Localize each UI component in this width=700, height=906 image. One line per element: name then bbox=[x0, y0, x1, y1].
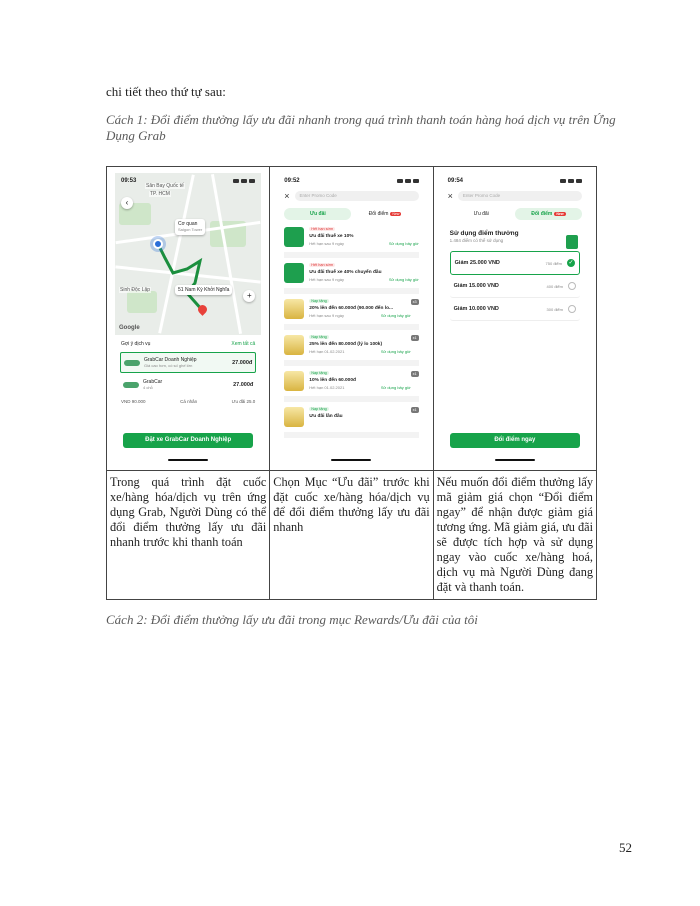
caption-2: Chọn Mục “Ưu đãi” trước khi đặt cuốc xe/hàng hóa/dịch vụ để đổi điểm thưởng lấy ưu đãi nhanh bbox=[270, 471, 433, 600]
tab-offers[interactable]: Ưu đãi bbox=[473, 211, 489, 217]
phone3-screenshot bbox=[442, 173, 588, 464]
ride-price: 27.000đ bbox=[232, 359, 253, 366]
offer-thumbnail bbox=[284, 299, 304, 319]
tab-redeem-points[interactable] bbox=[515, 208, 582, 220]
option-amount: Giảm 15.000 VND bbox=[453, 283, 499, 289]
gift-icon bbox=[566, 235, 578, 249]
ride-option-business[interactable] bbox=[120, 352, 256, 373]
promo-search-input[interactable]: Enter Promo Code bbox=[295, 191, 419, 201]
option-points: 300 điểm bbox=[546, 306, 563, 312]
redeem-now-button[interactable]: Đổi điểm ngay bbox=[450, 433, 580, 448]
sheet-title: Gợi ý dịch vụ bbox=[121, 341, 151, 347]
origin-pin-icon bbox=[153, 239, 163, 249]
option-points: 750 điểm bbox=[545, 260, 562, 266]
offer-quantity: x1 bbox=[412, 372, 417, 376]
book-ride-button[interactable]: Đặt xe GrabCar Doanh Nghiệp bbox=[123, 433, 253, 448]
home-indicator bbox=[168, 459, 208, 461]
signal-battery-icon bbox=[560, 179, 582, 183]
ride-price: 27.000đ bbox=[233, 381, 254, 388]
offer-title: 10% lên đến 60.000đ bbox=[309, 378, 356, 383]
offer-tag: Nạp tặng bbox=[311, 335, 327, 339]
option-points: 400 điểm bbox=[546, 283, 563, 289]
status-time: 09:54 bbox=[447, 178, 463, 184]
home-indicator bbox=[495, 459, 535, 461]
offer-expiry: Hết hạn sau 9 ngày bbox=[309, 313, 344, 318]
tab-offers[interactable]: Ưu đãi bbox=[284, 208, 351, 220]
radio-checked-icon[interactable]: ✓ bbox=[568, 260, 574, 266]
offer-tag: Hết hạn sớm bbox=[311, 227, 334, 231]
offer-expiry: Hết hạn 01.02.2021 bbox=[309, 385, 345, 390]
screenshots-table bbox=[106, 166, 597, 600]
offer-item[interactable] bbox=[284, 330, 418, 366]
phone1-screenshot bbox=[115, 173, 261, 464]
tab-label: Đổi điểm bbox=[531, 211, 553, 217]
points-balance: 1.484 điểm có thể sử dụng bbox=[449, 238, 504, 243]
home-indicator bbox=[331, 459, 371, 461]
origin-sub: Saigon Tower bbox=[178, 227, 203, 232]
method1-heading: Cách 1: Đổi điểm thưởng lấy ưu đãi nhanh trong quá trình thanh toán hàng hoá dịch vụ trên Ứng Dụng Grab bbox=[106, 112, 616, 143]
offer-thumbnail bbox=[284, 263, 304, 283]
promo-search-input[interactable]: Enter Promo Code bbox=[458, 191, 582, 201]
payment-row[interactable] bbox=[115, 396, 261, 407]
offer-title: Ưu đãi lần đầu bbox=[309, 414, 343, 419]
offer-thumbnail bbox=[284, 371, 304, 391]
offer-title: 25% lên đến 80.000đ (lý lo 100k) bbox=[309, 342, 383, 347]
offer-item[interactable] bbox=[284, 258, 418, 294]
use-now-link[interactable]: Sử dụng bây giờ bbox=[388, 241, 419, 246]
payment-profile[interactable]: Cá nhân bbox=[180, 399, 198, 404]
add-stop-button[interactable]: + bbox=[243, 290, 255, 302]
service-sheet bbox=[115, 335, 261, 464]
points-option-10000[interactable] bbox=[450, 298, 580, 321]
radio-icon[interactable] bbox=[568, 305, 576, 313]
route-line bbox=[115, 173, 261, 335]
intro-text: chi tiết theo thứ tự sau: bbox=[106, 84, 226, 99]
offer-title: 20% lên đến 60.000đ (90.000 đến lo... bbox=[309, 306, 393, 311]
offer-item[interactable] bbox=[284, 402, 418, 438]
status-time: 09:52 bbox=[284, 178, 300, 184]
tab-label: Đổi điểm bbox=[368, 211, 389, 217]
radio-icon[interactable] bbox=[568, 282, 576, 290]
close-icon[interactable]: × bbox=[447, 191, 453, 201]
status-bar bbox=[442, 173, 588, 189]
map-view bbox=[115, 173, 261, 335]
use-now-link[interactable]: Sử dụng bây giờ bbox=[380, 385, 411, 390]
payment-promo[interactable]: Ưu đãi 25.0 bbox=[231, 399, 256, 404]
status-time: 09:53 bbox=[121, 178, 137, 184]
offer-quantity: x1 bbox=[412, 336, 417, 340]
offer-thumbnail bbox=[284, 227, 304, 247]
use-now-link[interactable]: Sử dụng bây giờ bbox=[388, 277, 419, 282]
signal-battery-icon bbox=[397, 179, 419, 183]
offer-list bbox=[278, 222, 424, 438]
offer-tag: Hết hạn sớm bbox=[311, 263, 334, 267]
points-option-15000[interactable] bbox=[450, 275, 580, 298]
offer-expiry: Hết hạn sau 9 ngày bbox=[309, 277, 344, 282]
view-all-link[interactable]: Xem tất cả bbox=[231, 341, 256, 347]
ride-option-grabcar[interactable] bbox=[120, 375, 256, 394]
new-badge: New bbox=[556, 211, 564, 216]
destination-chip[interactable]: 51 Nam Kỳ Khởi Nghĩa bbox=[175, 285, 232, 295]
method2-heading: Cách 2: Đổi điểm thưởng lấy ưu đãi trong mục Rewards/Ưu đãi của tôi bbox=[106, 612, 478, 627]
cell-phone2 bbox=[270, 167, 433, 471]
cell-phone3 bbox=[433, 167, 596, 471]
page-number: 52 bbox=[619, 840, 632, 855]
ride-name: GrabCar Doanh Nghiệp bbox=[144, 357, 197, 363]
offer-tag: Nạp tặng bbox=[311, 407, 327, 411]
offer-item[interactable] bbox=[284, 366, 418, 402]
status-bar bbox=[115, 173, 261, 189]
map-label-area1: TP. HCM bbox=[150, 191, 170, 197]
signal-battery-icon bbox=[233, 179, 255, 183]
offer-expiry: Hết hạn 01.02.2021 bbox=[309, 349, 345, 354]
offer-title: Ưu đãi thuế xe 40% chuyến đầu bbox=[309, 270, 382, 275]
offer-item[interactable] bbox=[284, 294, 418, 330]
offer-tag: Nạp tặng bbox=[311, 299, 327, 303]
back-button[interactable]: ‹ bbox=[121, 197, 133, 209]
option-amount: Giảm 25.000 VND bbox=[454, 260, 500, 266]
ride-sub: Giá cao hơn, có số ghế lớn bbox=[144, 363, 193, 368]
use-now-link[interactable]: Sử dụng bây giờ bbox=[380, 313, 411, 318]
option-amount: Giảm 10.000 VND bbox=[453, 306, 499, 312]
phone2-screenshot bbox=[278, 173, 424, 464]
map-label-area2: Sân Bay Quốc tế bbox=[146, 183, 184, 189]
offer-title: Ưu đãi thuế xe 10% bbox=[309, 234, 354, 239]
car-icon bbox=[123, 382, 139, 388]
caption-1: Trong quá trình đặt cuốc xe/hàng hóa/dịch vụ trên ứng dụng Grab, Người Dùng có thể đổi điểm thưởng lấy ưu đãi nhanh trước khi thanh toán bbox=[107, 471, 270, 600]
points-option-25000[interactable] bbox=[450, 251, 580, 275]
origin-chip[interactable] bbox=[175, 219, 205, 235]
new-badge: New bbox=[392, 211, 400, 216]
close-icon[interactable]: × bbox=[284, 191, 290, 201]
points-title: Sử dụng điểm thưởng bbox=[449, 230, 519, 237]
ride-name: GrabCar bbox=[143, 379, 163, 385]
offer-thumbnail bbox=[284, 335, 304, 355]
offer-expiry: Hết hạn sau 9 ngày bbox=[309, 241, 344, 246]
google-logo: Google bbox=[119, 325, 140, 331]
origin-label: Cơ quan bbox=[178, 221, 198, 227]
status-bar bbox=[278, 173, 424, 189]
tab-redeem-points[interactable] bbox=[351, 208, 418, 220]
offer-item[interactable] bbox=[284, 222, 418, 258]
offer-quantity: x1 bbox=[412, 408, 417, 412]
cell-phone1 bbox=[107, 167, 270, 471]
car-icon bbox=[124, 360, 140, 366]
offer-tag: Nạp tặng bbox=[311, 371, 327, 375]
map-label-area3: Sinh Độc Lập bbox=[120, 287, 151, 293]
payment-method[interactable]: VND 90.000 bbox=[121, 399, 146, 404]
ride-sub: 4 chỗ bbox=[143, 385, 153, 390]
use-now-link[interactable]: Sử dụng bây giờ bbox=[380, 349, 411, 354]
caption-3: Nếu muốn đổi điểm thưởng lấy mã giảm giá chọn “Đổi điểm ngay” để nhận được giảm giá tương ứng. Mã giảm giá, ưu đãi sẽ được tích hợp và sử dụng ngay vào cuốc xe/hàng hoá, dịch vụ mà Người Dùng đang đặt và thanh toán. bbox=[433, 471, 596, 600]
offer-quantity: x3 bbox=[412, 300, 417, 304]
offer-thumbnail bbox=[284, 407, 304, 427]
